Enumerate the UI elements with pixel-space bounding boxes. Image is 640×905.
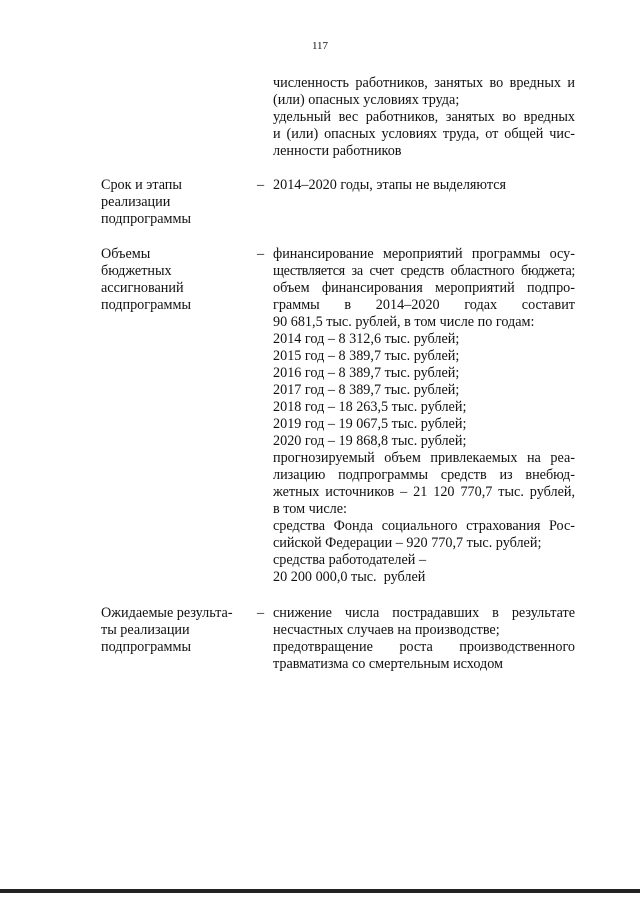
continuation-block	[273, 75, 575, 160]
text-line: 2014–2020 годы, этапы не выделяются	[273, 177, 507, 193]
label-line: ассигнований	[101, 280, 184, 296]
text-line: финансирование мероприятий программы осу-	[273, 246, 575, 262]
row-results-dash: –	[257, 605, 265, 621]
text-line: сийской Федерации – 920 770,7 тыс. рублей;	[273, 535, 542, 551]
text-line: (или) опасных условиях труда;	[273, 92, 460, 108]
page-number: 117	[311, 40, 329, 52]
label-line: подпрограммы	[101, 297, 191, 313]
row-budget-value	[273, 246, 575, 586]
bottom-scan-border	[0, 889, 640, 893]
row-budget-label	[101, 246, 251, 314]
text-line: и (или) опасных условиях труда, от общей чис-	[273, 126, 575, 142]
text-line: в том числе:	[273, 501, 347, 517]
text-line: предотвращение роста производственного	[273, 639, 575, 655]
text-line: 20 200 000,0 тыс. рублей	[273, 569, 426, 585]
text-line: 2018 год – 18 263,5 тыс. рублей;	[273, 399, 467, 415]
text-line: несчастных случаев на производстве;	[273, 622, 500, 638]
row-term-label	[101, 177, 251, 228]
text-line: 2015 год – 8 389,7 тыс. рублей;	[273, 348, 460, 364]
text-line: 2014 год – 8 312,6 тыс. рублей;	[273, 331, 460, 347]
text-line: средства работодателей –	[273, 552, 427, 568]
row-results-label	[101, 605, 251, 656]
row-term-value	[273, 177, 575, 194]
row-results-value	[273, 605, 575, 673]
text-line: 2019 год – 19 067,5 тыс. рублей;	[273, 416, 467, 432]
label-line: Срок и этапы	[101, 177, 182, 193]
text-line: травматизма со смертельным исходом	[273, 656, 504, 672]
label-line: реализации	[101, 194, 171, 210]
text-line: 2017 год – 8 389,7 тыс. рублей;	[273, 382, 460, 398]
text-line: 90 681,5 тыс. рублей, в том числе по годам:	[273, 314, 535, 330]
label-line: бюджетных	[101, 263, 172, 279]
text-line: граммы в 2014–2020 годах составит	[273, 297, 575, 313]
text-line: 2020 год – 19 868,8 тыс. рублей;	[273, 433, 467, 449]
text-line: снижение числа пострадавших в результате	[273, 605, 575, 621]
text-line: численность работников, занятых во вредных и	[273, 75, 575, 91]
text-line: объем финансирования мероприятий подпро-	[273, 280, 575, 296]
row-budget-dash: –	[257, 246, 265, 262]
text-line: жетных источников – 21 120 770,7 тыс. рублей,	[273, 484, 575, 500]
text-line: лизацию подпрограммы средств из внебюд-	[273, 467, 575, 483]
row-term-dash: –	[257, 177, 265, 193]
label-line: ты реализации	[101, 622, 190, 638]
label-line: подпрограммы	[101, 211, 191, 227]
text-line: 2016 год – 8 389,7 тыс. рублей;	[273, 365, 460, 381]
text-line: ществляется за счет средств областного бюджета;	[273, 263, 575, 279]
label-line: Объемы	[101, 246, 151, 262]
label-line: Ожидаемые результа-	[101, 605, 233, 621]
text-line: средства Фонда социального страхования Рос-	[273, 518, 575, 534]
label-line: подпрограммы	[101, 639, 191, 655]
text-line: удельный вес работников, занятых во вредных	[273, 109, 575, 125]
text-line: прогнозируемый объем привлекаемых на реа-	[273, 450, 575, 466]
text-line: ленности работников	[273, 143, 402, 159]
